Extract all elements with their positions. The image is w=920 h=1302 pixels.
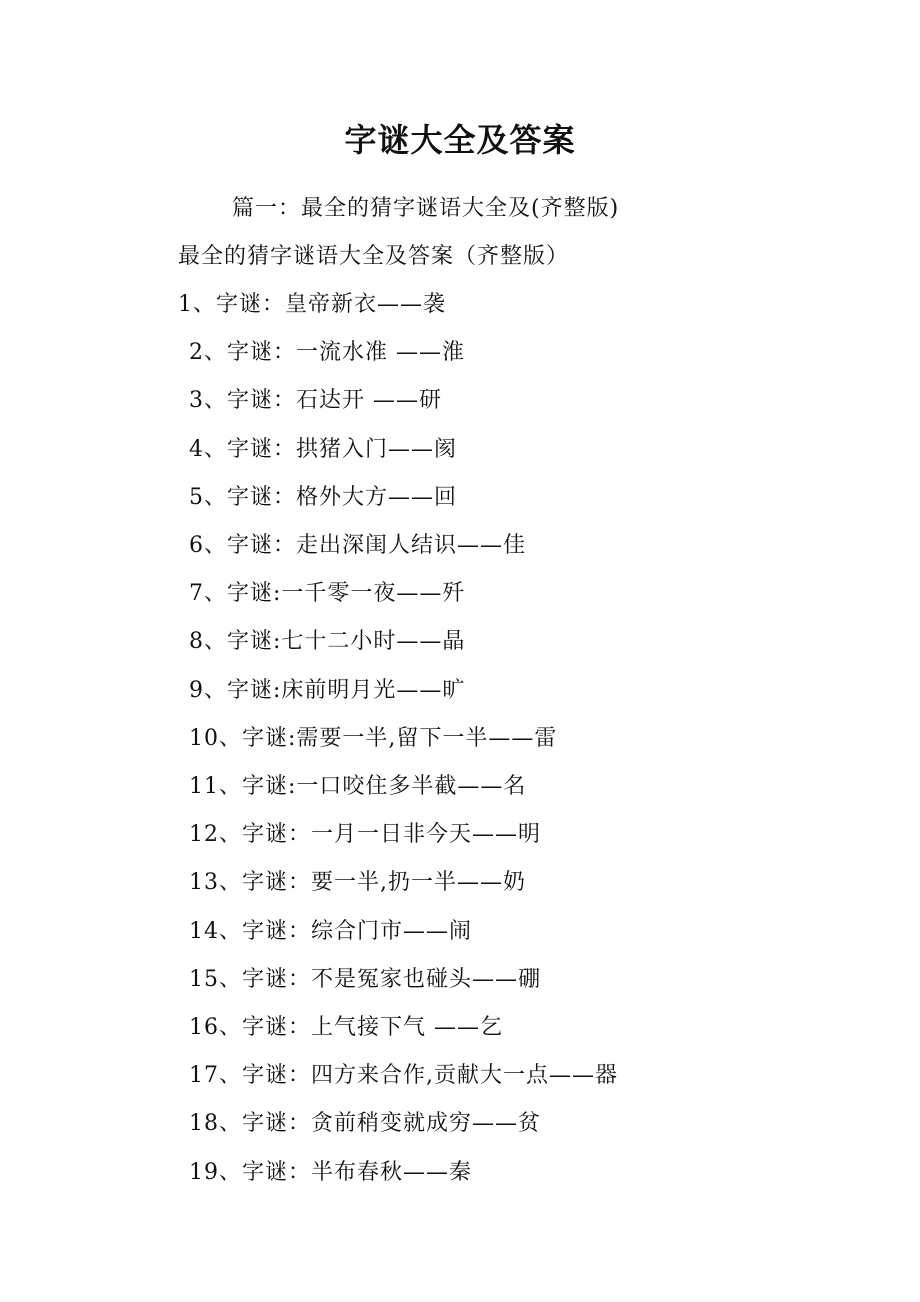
list-item: 7、字谜:一千零一夜——歼 xyxy=(189,581,466,606)
list-item: 16、字谜：上气接下气 ——乞 xyxy=(189,1015,503,1040)
page-title: 字谜大全及答案 xyxy=(344,121,576,159)
section-subtitle: 篇一：最全的猜字谜语大全及(齐整版) xyxy=(232,196,620,221)
list-item: 18、字谜：贪前稍变就成穷——贫 xyxy=(189,1111,541,1136)
list-item: 4、字谜：拱猪入门——阂 xyxy=(189,437,457,462)
list-item: 13、字谜：要一半,扔一半——奶 xyxy=(189,870,526,895)
list-item: 2、字谜：一流水准 ——淮 xyxy=(189,340,465,365)
list-item: 6、字谜：走出深闺人结识——佳 xyxy=(189,533,526,558)
list-item: 15、字谜：不是冤家也碰头——硼 xyxy=(189,967,541,992)
list-item: 11、字谜:一口咬住多半截——名 xyxy=(189,774,527,799)
list-item: 3、字谜：石达开 ——研 xyxy=(189,388,442,413)
list-item: 5、字谜：格外大方——回 xyxy=(189,485,457,510)
section-heading: 最全的猜字谜语大全及答案（齐整版） xyxy=(178,244,570,269)
list-item: 9、字谜:床前明月光——旷 xyxy=(189,678,466,703)
list-item: 1、字谜：皇帝新衣——袭 xyxy=(178,292,446,317)
list-item: 8、字谜:七十二小时——晶 xyxy=(189,629,466,654)
list-item: 19、字谜：半布春秋——秦 xyxy=(189,1160,472,1185)
list-item: 17、字谜：四方来合作,贡献大一点——器 xyxy=(189,1063,618,1088)
list-item: 14、字谜：综合门市——闹 xyxy=(189,919,472,944)
list-item: 12、字谜：一月一日非今天——明 xyxy=(189,822,541,847)
list-item: 10、字谜:需要一半,留下一半——雷 xyxy=(189,726,558,751)
